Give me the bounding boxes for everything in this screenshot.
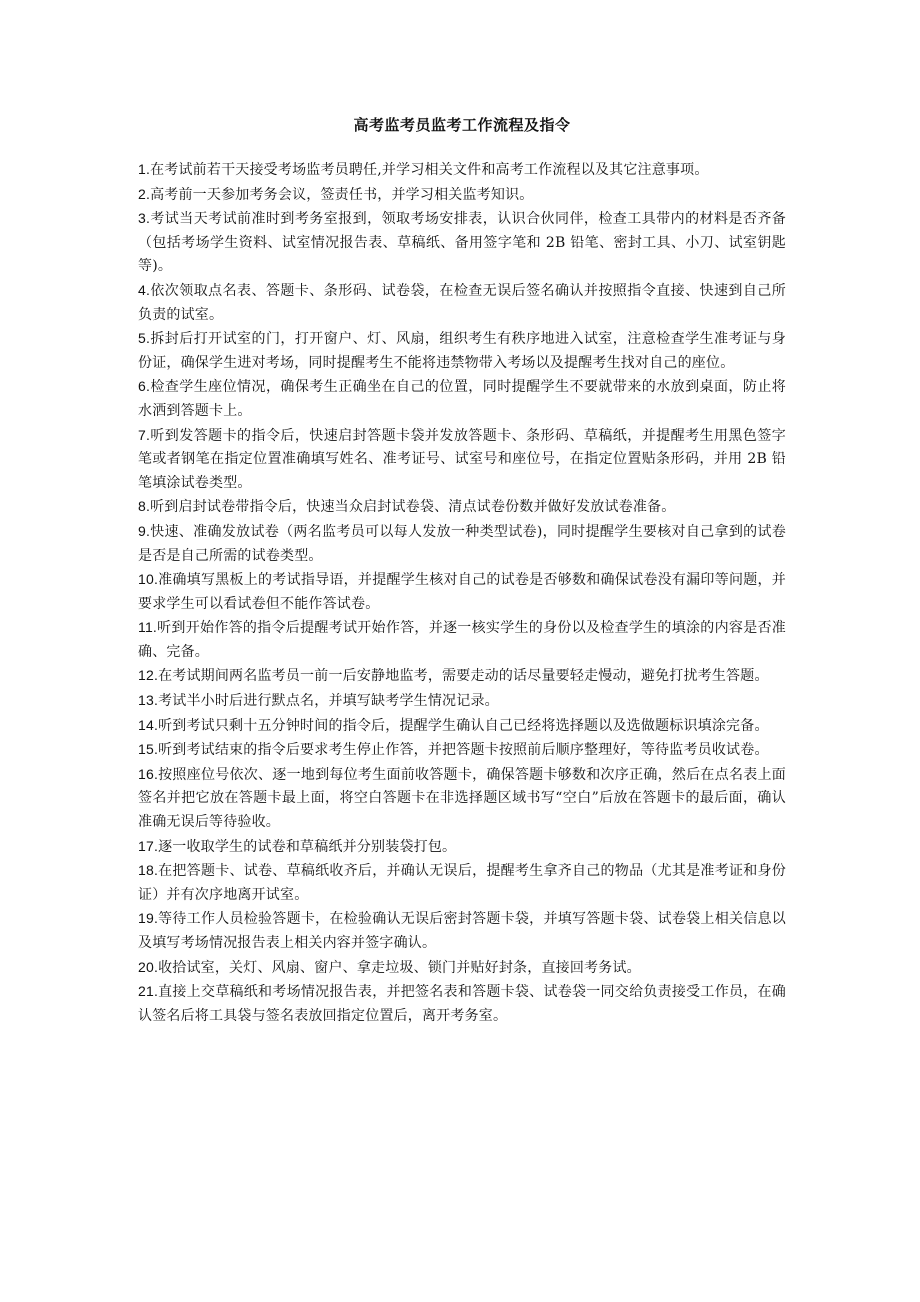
procedure-step (138, 207, 786, 279)
step-text: 快速、准确发放试卷（两名监考员可以每人发放一种类型试卷)，同时提醒学生要核对自己拿到的试卷是否是自己所需的试卷类型。 (138, 523, 786, 564)
procedure-step (138, 158, 786, 183)
document-title: 高考监考员监考工作流程及指令 (353, 116, 571, 134)
step-text: 等待工作人员检验答题卡，在检验确认无误后密封答题卡袋，并填写答题卡袋、试卷袋上相关信息以及填写考场情况报告表上相关内容并签字确认。 (138, 911, 786, 951)
procedure-step (138, 279, 786, 327)
procedure-step (138, 714, 786, 739)
step-text: 收拾试室，关灯、风扇、窗户、拿走垃圾、锁门并贴好封条，直接回考务试。 (158, 959, 641, 976)
step-number: 20. (138, 958, 159, 975)
step-number: 14. (138, 716, 159, 733)
step-text: 听到发答题卡的指令后，快速启封答题卡袋并发放答题卡、条形码、草稿纸，并提醒考生用黑色签字笔或者钢笔在指定位置准确填写姓名、准考证号、试室号和座位号，在指定位置贴条形码，并用 2B 铅笔填涂试卷类型。 (138, 427, 786, 491)
step-number: 16. (138, 765, 159, 782)
procedure-step (138, 956, 786, 981)
step-number: 17. (138, 837, 159, 854)
step-text: 高考前一天参加考务会议，签责任书，并学习相关监考知识。 (150, 186, 534, 203)
procedure-step (138, 763, 786, 835)
step-text: 在考试前若干天接受考场监考员聘任,并学习相关文件和高考工作流程以及其它注意事项。 (150, 162, 709, 178)
procedure-step (138, 183, 786, 208)
step-text: 逐一收取学生的试卷和草稿纸并分别装袋打包。 (158, 838, 457, 855)
procedure-step (138, 424, 786, 496)
procedure-step (138, 980, 786, 1028)
step-number: 8. (138, 498, 151, 515)
step-text: 直接上交草稿纸和考场情况报告表，并把签名表和答题卡袋、试卷袋一同交给负责接受工作员，在确认签名后将工具袋与签名表放回指定位置后，离开考务室。 (138, 984, 786, 1024)
procedure-step (138, 664, 786, 689)
step-number: 1. (138, 161, 151, 177)
step-text: 在考试期间两名监考员一前一后安静地监考，需要走动的话尽量要轻走慢动，避免打扰考生答题。 (158, 668, 769, 685)
step-text: 听到考试结束的指令后要求考生停止作答，并把答题卡按照前后顺序整理好，等待监考员收试卷。 (158, 742, 769, 759)
step-number: 2. (138, 185, 151, 202)
step-number: 12. (138, 667, 159, 684)
step-number: 5. (138, 330, 151, 347)
step-number: 7. (138, 426, 151, 443)
procedure-step (138, 689, 786, 714)
step-text: 在把答题卡、试卷、草稿纸收齐后，并确认无误后，提醒考生拿齐自己的物品（尤其是准考证和身份证）并有次序地离开试室。 (138, 863, 786, 903)
step-number: 21. (138, 983, 159, 1000)
step-number: 13. (138, 692, 159, 709)
procedure-step (138, 327, 786, 375)
step-text: 检查学生座位情况，确保考生正确坐在自己的位置，同时提醒学生不要就带来的水放到桌面，防止将水洒到答题卡上。 (138, 379, 786, 419)
procedure-list (138, 158, 786, 1028)
procedure-step (138, 738, 786, 763)
step-text: 听到开始作答的指令后提醒考试开始作答，并逐一核实学生的身份以及检查学生的填涂的内容是否准确、完备。 (138, 620, 786, 660)
procedure-step (138, 375, 786, 423)
step-text: 听到考试只剩十五分钟时间的指令后，提醒学生确认自己已经将选择题以及选做题标识填涂完备。 (158, 717, 769, 734)
procedure-step (138, 907, 786, 955)
procedure-step (138, 568, 786, 616)
document-page (138, 112, 786, 1028)
procedure-step (138, 616, 786, 664)
step-text: 准确填写黑板上的考试指导语，并提醒学生核对自己的试卷是否够数和确保试卷没有漏印等问题，并要求学生可以看试卷但不能作答试卷。 (138, 572, 786, 612)
procedure-step (138, 520, 786, 568)
step-text: 听到启封试卷带指令后，快速当众启封试卷袋、清点试卷份数并做好发放试卷准备。 (150, 499, 676, 516)
step-text: 依次领取点名表、答题卡、条形码、试卷袋，在检查无误后签名确认并按照指令直接、快速到自己所负责的试室。 (138, 282, 786, 323)
step-text: 拆封后打开试室的门，打开窗户、灯、风扇，组织考生有秩序地进入试室，注意检查学生准考证与身份证，确保学生进对考场，同时提醒考生不能将违禁物带入考场以及提醒考生找对自己的座位。 (138, 331, 786, 371)
step-number: 10. (138, 571, 159, 588)
procedure-step (138, 495, 786, 520)
step-number: 9. (138, 522, 151, 539)
step-number: 6. (138, 378, 151, 395)
procedure-step (138, 859, 786, 907)
procedure-step (138, 835, 786, 860)
step-text: 考试半小时后进行默点名，并填写缺考学生情况记录。 (158, 693, 499, 710)
step-number: 3. (138, 210, 151, 227)
step-number: 11. (138, 619, 158, 636)
step-text: 按照座位号依次、逐一地到每位考生面前收答题卡，确保答题卡够数和次序正确，然后在点名表上面签名并把它放在答题卡最上面，将空白答题卡在非选择题区域书写“空白”后放在答题卡的最后面，确认准确无误后等待验收。 (138, 766, 786, 831)
step-number: 4. (138, 281, 151, 298)
step-number: 15. (138, 741, 159, 758)
step-number: 18. (138, 862, 159, 879)
step-number: 19. (138, 910, 159, 927)
step-text: 考试当天考试前准时到考务室报到，领取考场安排表，认识合伙同伴，检查工具带内的材料是否齐备（包括考场学生资料、试室情况报告表、草稿纸、备用签字笔和 2B 铅笔、密封工具、小刀、试室钥匙等)。 (138, 211, 786, 275)
